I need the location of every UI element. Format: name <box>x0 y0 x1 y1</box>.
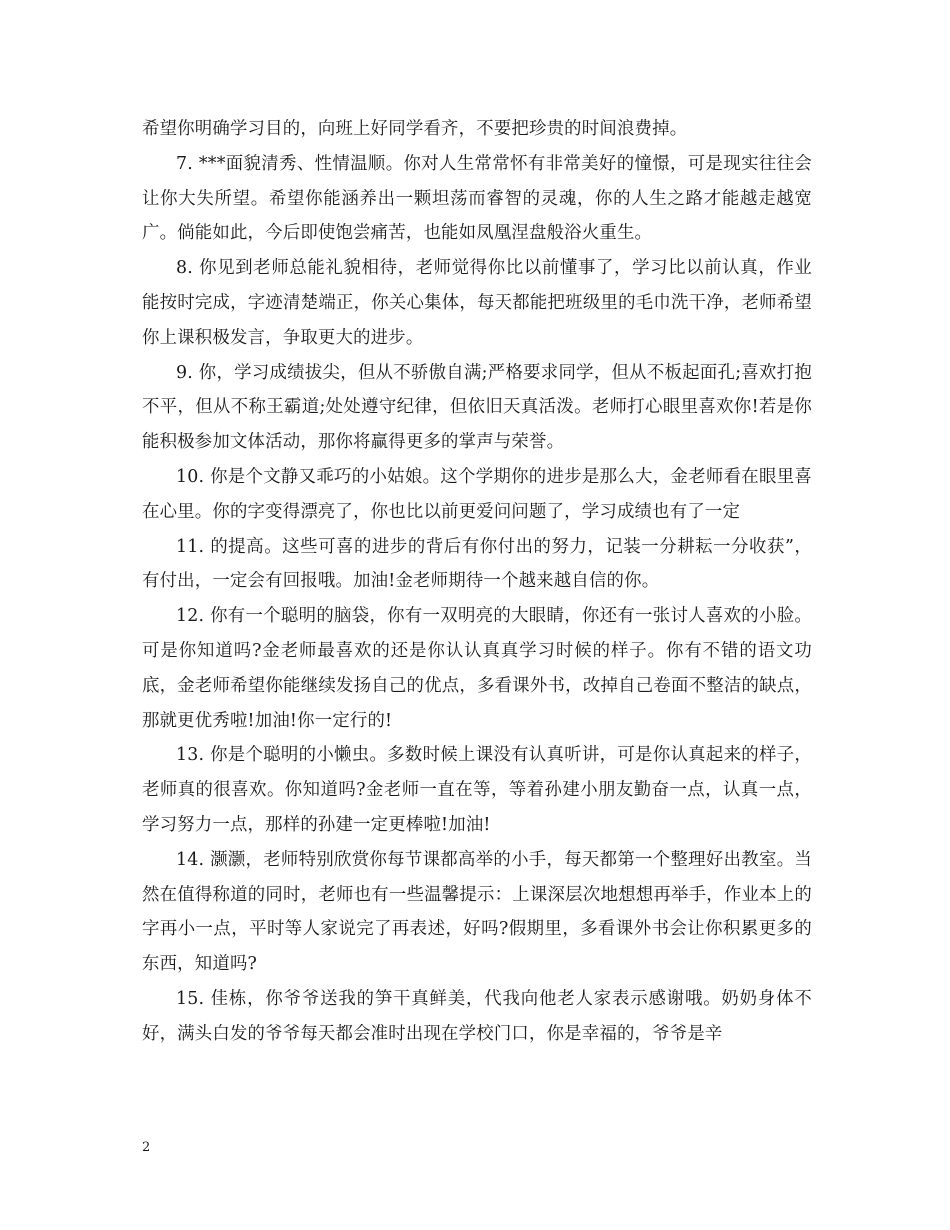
paragraph-item-15: 15. 佳栋，你爷爷送我的笋干真鲜美，代我向他老人家表示感谢哦。奶奶身体不好，满头白发的爷爷每天都会准时出现在学校门口，你是幸福的，爷爷是辛 <box>142 988 812 1044</box>
paragraph-item-12: 12. 你有一个聪明的脑袋，你有一双明亮的大眼睛，你还有一张讨人喜欢的小脸。可是你知道吗?金老师最喜欢的还是你认认真真学习时候的样子。你有不错的语文功底，金老师希望你能继续发扬自己的优点，多看课外书，改掉自己卷面不整洁的缺点，那就更优秀啦!加油!你一定行的! <box>142 606 812 731</box>
document-body <box>142 112 812 1052</box>
paragraph-item-14: 14. 灏灏，老师特别欣赏你每节课都高举的小手，每天都第一个整理好出教室。当然在值得称道的同时，老师也有一些温馨提示：上课深层次地想想再举手，作业本上的字再小一点，平时等人家说完了再表述，好吗?假期里，多看课外书会让你积累更多的东西，知道吗? <box>142 849 812 975</box>
paragraph-item-7: 7. ***面貌清秀、性情温顺。你对人生常常怀有非常美好的憧憬，可是现实往往会让你大失所望。希望你能涵养出一颗坦荡而睿智的灵魂，你的人生之路才能越走越宽广。倘能如此，今后即使饱尝痛苦，也能如凤凰涅盘般浴火重生。 <box>142 153 812 244</box>
paragraph-item-8: 8. 你见到老师总能礼貌相待，老师觉得你比以前懂事了，学习比以前认真，作业能按时完成，字迹清楚端正，你关心集体，每天都能把班级里的毛巾洗干净，老师希望你上课积极发言，争取更大的进步。 <box>142 258 812 348</box>
paragraph-item-13: 13. 你是个聪明的小懒虫。多数时候上课没有认真听讲，可是你认真起来的样子，老师真的很喜欢。你知道吗?金老师一直在等，等着孙建小朋友勤奋一点，认真一点，学习努力一点，那样的孙建一定更棒啦!加油! <box>142 745 812 835</box>
paragraph-item-11: 11. 的提高。这些可喜的进步的背后有你付出的努力，记装一分耕耘一分收获”，有付出，一定会有回报哦。加油!金老师期待一个越来越自信的你。 <box>142 536 812 592</box>
paragraph-item-9: 9. 你，学习成绩拔尖，但从不骄傲自满;严格要求同学，但从不板起面孔;喜欢打抱不平，但从不称王霸道;处处遵守纪律，但依旧天真活泼。老师打心眼里喜欢你!若是你能积极参加文体活动，那你将赢得更多的掌声与荣誉。 <box>142 362 812 453</box>
paragraph-continuation: 希望你明确学习目的，向班上好同学看齐，不要把珍贵的时间浪费掉。 <box>142 119 688 139</box>
paragraph-item-10: 10. 你是个文静又乖巧的小姑娘。这个学期你的进步是那么大，金老师看在眼里喜在心里。你的字变得漂亮了，你也比以前更爱问问题了，学习成绩也有了一定 <box>142 466 812 522</box>
page-number: 2 <box>142 1140 151 1155</box>
